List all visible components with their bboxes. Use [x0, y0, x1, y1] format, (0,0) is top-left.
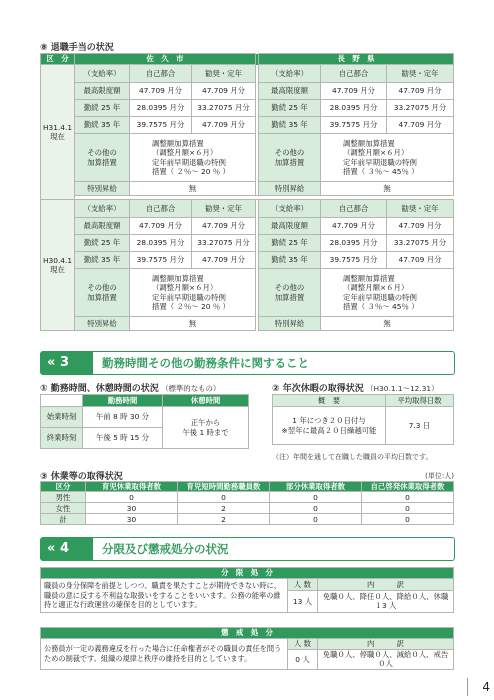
cell-value: 28.0395 月分	[130, 100, 192, 117]
cell-value: 47.709 月分	[130, 218, 192, 235]
disciplinary-status-table	[40, 567, 454, 613]
col-label: 勧奨・定年	[387, 200, 454, 218]
row-label: （支給率）	[259, 200, 321, 218]
row-label: 男性	[41, 492, 86, 503]
cell-value: 47.709 月分	[387, 252, 454, 269]
cell-value: 2	[178, 503, 270, 514]
row-label: 勤続 35 年	[259, 252, 321, 269]
header-count: 人 数	[288, 639, 318, 650]
cell-value: 33.27075 月分	[192, 100, 256, 117]
cell-value: 調整額加算措置 （調整月額×６月） 定年前早期退職の特例 措置（ ３％～ 45％ ）	[321, 134, 454, 182]
bunsho-description: 職員の身分保障を前提としつつ、職責を果たすことが期待できない時に、職員の意に反する不利益な取扱いをすることをいいます。公務の能率の維持と適正な行政運営の確保を目的としています。	[41, 579, 288, 613]
table-row	[41, 503, 454, 514]
chokai-description: 公務員が一定の義務違反を行った場合に任命権者がその職員の責任を問うための制裁です。組織の規律と秩序の維持を目的としています。	[41, 639, 288, 670]
row-label: その他の 加算措置	[75, 269, 130, 317]
cell-value: 30	[86, 514, 178, 525]
cell-value: 47.709 月分	[130, 83, 192, 100]
header-detail: 内 訳	[318, 579, 454, 591]
cell-value: 0	[86, 492, 178, 503]
leave-average-days: 7.3 日	[386, 407, 454, 445]
col-label: 自己都合	[321, 65, 387, 83]
header-detail: 内 訳	[318, 639, 454, 650]
disciplinary-action-table	[40, 627, 454, 670]
row-label: 勤続 35 年	[75, 252, 130, 269]
header-childcare-leave: 育児休業取得者数	[86, 482, 178, 492]
row-label: 最高限度額	[75, 83, 130, 100]
end-time-label: 終業時刻	[41, 428, 83, 449]
cell-value: 0	[270, 514, 362, 525]
section4-banner	[40, 537, 455, 561]
annual-leave-period: （H30.1.1～12.31）	[366, 384, 439, 393]
section3-number: 3	[59, 355, 69, 370]
row-label: 勤続 35 年	[259, 117, 321, 134]
work-hours-title: ① 勤務時間、休憩時間の状況	[40, 384, 159, 394]
section3-title: 勤務時間その他の勤務条件に関すること	[102, 356, 309, 370]
retirement-allowance-table	[40, 53, 454, 331]
page-number: 4	[467, 678, 490, 696]
col-label: 自己都合	[130, 200, 192, 218]
cell-value: 0	[178, 492, 270, 503]
end-time-value: 午後 5 時 15 分	[83, 428, 163, 449]
col-label: 勧奨・定年	[192, 65, 256, 83]
row-label: その他の 加算措置	[259, 134, 321, 182]
header-self-development: 自己啓発休業取得者数	[362, 482, 454, 492]
bunsho-header: 分 限 処 分	[41, 568, 454, 579]
cell-value: 0	[270, 492, 362, 503]
section4-number: 4	[59, 541, 69, 556]
cell-value: 47.709 月分	[192, 252, 256, 269]
cell-value: 無	[130, 182, 256, 196]
row-label: 特別昇給	[75, 182, 130, 196]
cell-value: 47.709 月分	[321, 83, 387, 100]
cell-value: 調整額加算措置 （調整月額×６月） 定年前早期退職の特例 措置（ ３％～ 45％ ）	[321, 269, 454, 317]
start-time-label: 始業時刻	[41, 407, 83, 428]
cell-value: 39.7575 月分	[130, 252, 192, 269]
period-label: H31.4.1 現在	[41, 65, 75, 200]
leave-usage-unit: (単位:人)	[425, 472, 454, 480]
col-label: 自己都合	[130, 65, 192, 83]
cell-value: 39.7575 月分	[321, 117, 387, 134]
cell-value: 47.709 月分	[192, 218, 256, 235]
table-row	[41, 514, 454, 525]
row-label: 最高限度額	[259, 218, 321, 235]
bunsho-detail: 免職０人、降任０人、降給０人、休職１3 人	[318, 590, 454, 612]
cell-value: 39.7575 月分	[321, 252, 387, 269]
work-hours-table	[40, 394, 249, 449]
row-label: （支給率）	[259, 65, 321, 83]
cell-value: 47.709 月分	[387, 218, 454, 235]
cell-value: 28.0395 月分	[321, 235, 387, 252]
header-count: 人 数	[288, 579, 318, 591]
cell-value: 47.709 月分	[192, 83, 256, 100]
cell-value: 0	[362, 492, 454, 503]
cell-value: 30	[86, 503, 178, 514]
row-label: 最高限度額	[75, 218, 130, 235]
row-label: （支給率）	[75, 200, 130, 218]
annual-leave-title: ② 年次休暇の取得状況	[272, 384, 364, 394]
annual-leave-table	[272, 394, 454, 445]
row-label: 勤続 35 年	[75, 117, 130, 134]
col-label: 勧奨・定年	[387, 65, 454, 83]
cell-value: 0	[362, 514, 454, 525]
header-average-days: 平均取得日数	[386, 395, 454, 407]
cell-value: 無	[130, 317, 256, 331]
row-label: 勤続 25 年	[259, 235, 321, 252]
cell-value: 28.0395 月分	[321, 100, 387, 117]
section3-number-tab: « 3	[41, 352, 93, 374]
period-label: H30.4.1 現在	[41, 200, 75, 331]
cell-value: 33.27075 月分	[387, 235, 454, 252]
row-label: 特別昇給	[259, 182, 321, 196]
cell-value: 無	[321, 182, 454, 196]
cell-value: 39.7575 月分	[130, 117, 192, 134]
col-label: 勧奨・定年	[192, 200, 256, 218]
row-label: その他の 加算措置	[259, 269, 321, 317]
bunsho-count: 13 人	[288, 590, 318, 612]
chokai-header: 懲 戒 処 分	[41, 628, 454, 639]
section8-title: ⑧ 退職手当の状況	[40, 43, 114, 53]
row-label: （支給率）	[75, 65, 130, 83]
leave-usage-title: ③ 休業等の取得状況	[40, 472, 123, 482]
header-break: 休憩時間	[163, 395, 249, 407]
cell-value: 調整額加算措置 （調整月額×６月） 定年前早期退職の特例 措置（ ２％～ 20 ％ ）	[130, 269, 256, 317]
col-label: 自己都合	[321, 200, 387, 218]
row-label: 最高限度額	[259, 83, 321, 100]
cell-value: 33.27075 月分	[387, 100, 454, 117]
header-kubun: 区分	[41, 482, 86, 492]
row-label: 特別昇給	[259, 317, 321, 331]
header-saku: 佐 久 市	[75, 54, 256, 65]
work-hours-note: （標準的なもの）	[161, 384, 221, 393]
annual-leave-heading	[272, 381, 439, 394]
chokai-count: 0 人	[288, 650, 318, 670]
header-overview: 概 要	[273, 395, 386, 407]
row-label: 勤続 25 年	[75, 100, 130, 117]
cell-value: 47.709 月分	[387, 117, 454, 134]
section3-banner	[40, 351, 455, 375]
header-kubun: 区 分	[41, 54, 75, 65]
cell-value: 33.27075 月分	[192, 235, 256, 252]
row-label: 勤続 25 年	[259, 100, 321, 117]
cell-value: 2	[178, 514, 270, 525]
cell-value: 47.709 月分	[192, 117, 256, 134]
cell-value: 0	[362, 503, 454, 514]
section4-number-tab: « 4	[41, 538, 93, 560]
row-label: 女性	[41, 503, 86, 514]
header-partial-leave: 部分休業取得者数	[270, 482, 362, 492]
leave-description: 1 年につき２０日付与 ※翌年に最高２０日繰越可能	[273, 407, 386, 445]
annual-leave-footnote: （注）年間を通して在職した職員の平均日数です。	[272, 453, 433, 461]
break-time-value: 正午から 午後 1 時まで	[163, 407, 249, 449]
table-row	[41, 492, 454, 503]
header-work-hours: 勤務時間	[83, 395, 163, 407]
chokai-detail: 免職０人、停職０人、減給０人、戒告０人	[318, 650, 454, 670]
start-time-value: 午前 8 時 30 分	[83, 407, 163, 428]
header-nagano: 長 野 県	[259, 54, 454, 65]
row-label: 特別昇給	[75, 317, 130, 331]
section4-title: 分限及び懲戒処分の状況	[102, 542, 229, 556]
row-label: 勤続 25 年	[75, 235, 130, 252]
header-short-time: 育児短時間勤務職員数	[178, 482, 270, 492]
cell-value: 0	[270, 503, 362, 514]
row-label: その他の 加算措置	[75, 134, 130, 182]
cell-value: 無	[321, 317, 454, 331]
work-hours-heading	[40, 381, 220, 394]
cell-value: 47.709 月分	[387, 83, 454, 100]
cell-value: 調整額加算措置 （調整月額×６月） 定年前早期退職の特例 措置（ ２％～ 20 ％ ）	[130, 134, 256, 182]
leave-usage-table	[40, 481, 454, 525]
row-label: 計	[41, 514, 86, 525]
cell-value: 28.0395 月分	[130, 235, 192, 252]
cell-value: 47.709 月分	[321, 218, 387, 235]
